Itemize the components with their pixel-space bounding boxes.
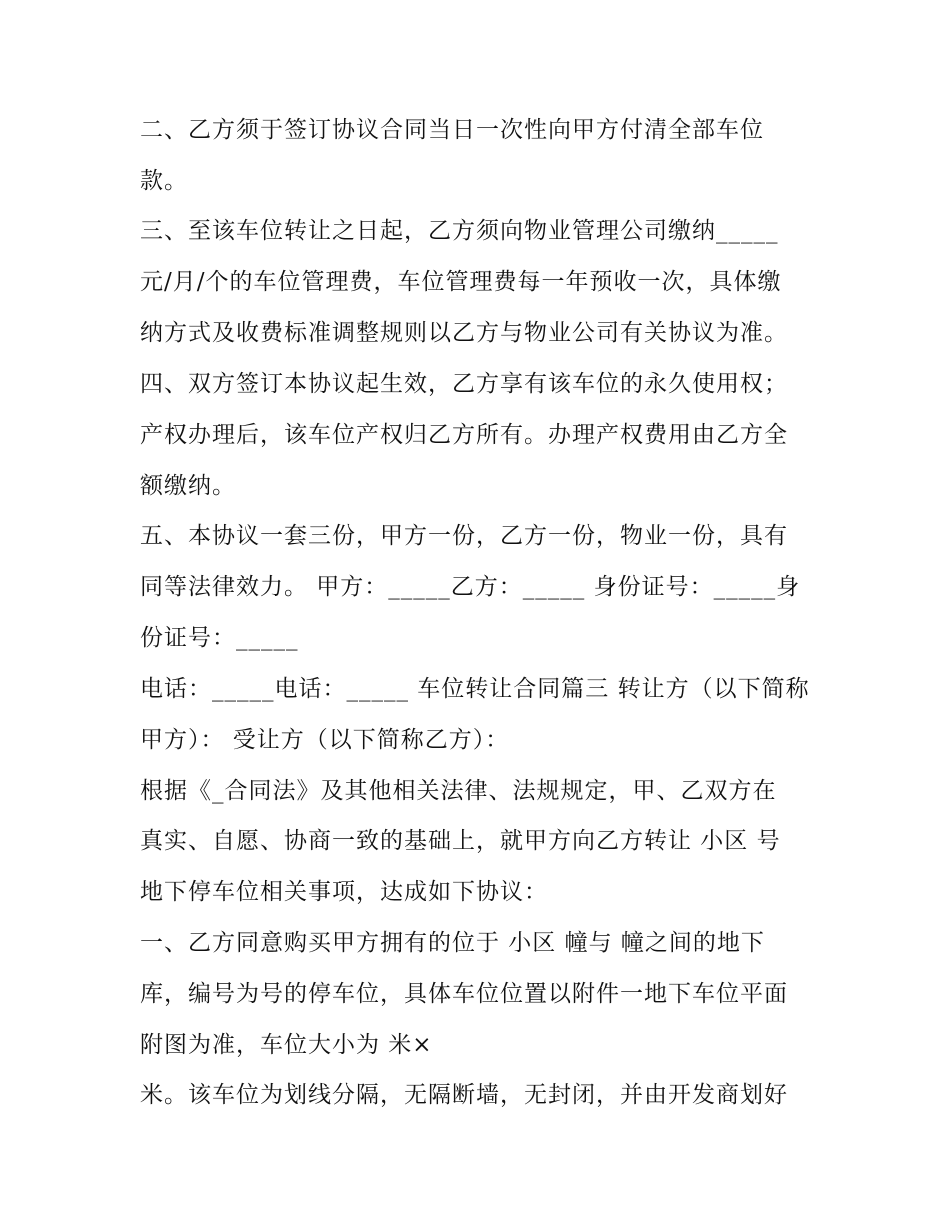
text-line: 米。该车位为划线分隔，无隔断墙，无封闭，并由开发商划好 xyxy=(140,1082,788,1108)
text-line: 一、乙方同意购买甲方拥有的位于 小区 幢与 幢之间的地下 xyxy=(140,930,765,956)
text-line: 款。 xyxy=(140,168,188,194)
text-line: 地下停车位相关事项，达成如下协议： xyxy=(140,879,548,905)
text-line: 甲方）： 受让方（以下简称乙方）： xyxy=(140,727,510,753)
text-line: 库，编号为号的停车位，具体车位位置以附件一地下车位平面 xyxy=(140,981,788,1007)
text-line: 五、本协议一套三份，甲方一份，乙方一份，物业一份，具有 xyxy=(140,523,788,549)
text-line: 纳方式及收费标准调整规则以乙方与物业公司有关协议为准。 xyxy=(140,320,788,346)
text-line: 根据《_合同法》及其他相关法律、法规规定，甲、乙双方在 xyxy=(140,778,777,804)
text-line: 产权办理后，该车位产权归乙方所有。办理产权费用由乙方全 xyxy=(140,422,788,448)
text-line: 额缴纳。 xyxy=(140,473,236,499)
text-line: 电话：_____电话：_____ 车位转让合同篇三 转让方（以下简称 xyxy=(140,676,810,702)
text-line: 同等法律效力。 甲方：_____乙方：_____ 身份证号：_____身 xyxy=(140,574,801,600)
text-line: 附图为准，车位大小为 米× xyxy=(140,1032,433,1058)
text-line: 三、至该车位转让之日起，乙方须向物业管理公司缴纳_____ xyxy=(140,218,779,244)
text-line: 二、乙方须于签订协议合同当日一次性向甲方付清全部车位 xyxy=(140,117,764,143)
text-line: 份证号：_____ xyxy=(140,625,299,651)
text-line: 元/月/个的车位管理费，车位管理费每一年预收一次，具体缴 xyxy=(140,269,782,295)
text-line: 四、双方签订本协议起生效，乙方享有该车位的永久使用权； xyxy=(140,371,788,397)
text-line: 真实、自愿、协商一致的基础上，就甲方向乙方转让 小区 号 xyxy=(140,828,781,854)
